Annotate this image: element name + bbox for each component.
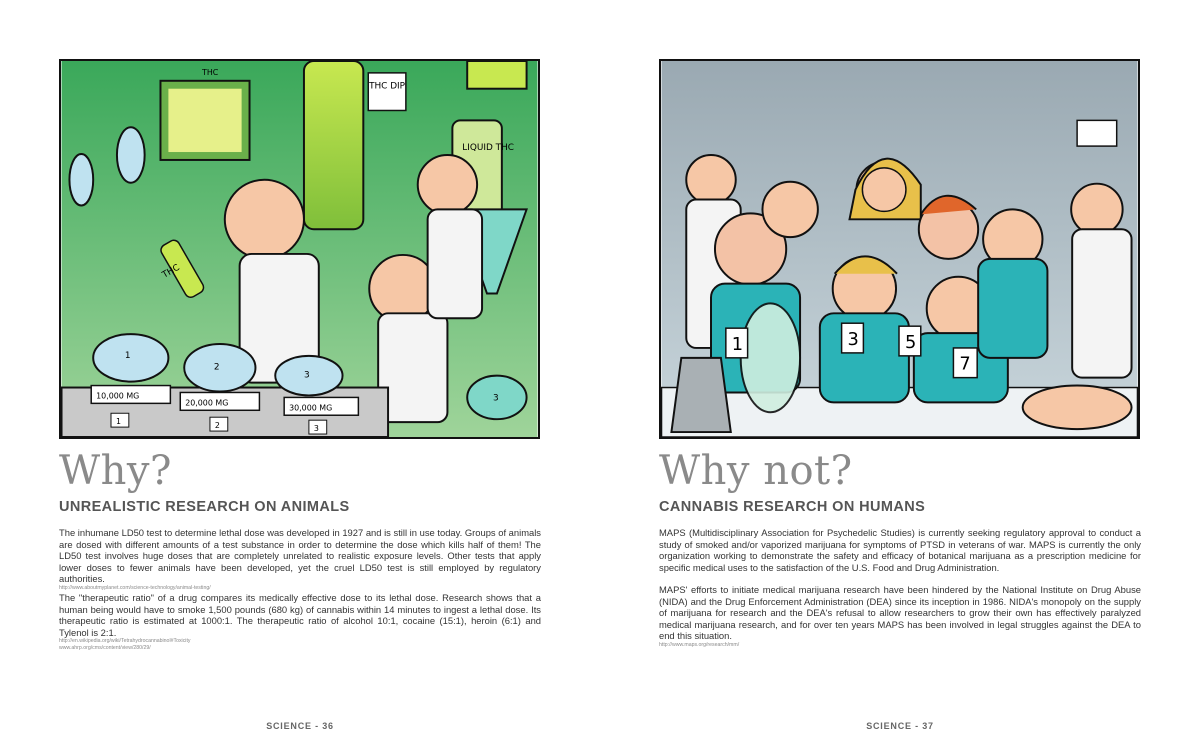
paragraph-text: The inhumane LD50 test to determine lethal dose was developed in 1927 and is still in use today. Groups of animals are dosed with different amounts of a test substance in order to determine the dose which kills half of them! The LD50 test involves huge doses that are completely unrelated to realistic exposure levels. Other tests that apply lower doses to fewer animals have been developed, yet the cruel LD50 test is still employed by regulatory authorities.	[59, 527, 541, 584]
source-link[interactable]: http://en.wikipedia.org/wiki/Tetrahydrocannabinol#Toxicity	[59, 638, 191, 644]
lab-animals-illustration	[59, 59, 540, 439]
illus-label-30000mg: 30,000 MG	[289, 403, 333, 413]
illus-badge-5: 5	[904, 331, 917, 353]
right-page	[600, 0, 1200, 750]
illus-label-thc-dip-1: THC DIP	[369, 81, 406, 92]
paragraph-text: The "therapeutic ratio" of a drug compares its medically effective dose to its lethal dose. Research shows that a human being would have to smoke 1,500 pounds (680 kg) of cannabis within 14 minutes to ingest a lethal dose. Its therapeutic ratio is estimated at 1000:1. The therapeutic ratio of alcohol 10:1, cocaine (15:1), heroin (6:1) and Tylenol is 2:1.	[59, 592, 541, 638]
illus-badge-1: 1	[731, 333, 744, 355]
paragraph-therapeutic-ratio	[59, 592, 541, 652]
illus-label-thc-top: THC	[202, 67, 219, 77]
illus-label-tray-3: 3	[313, 424, 319, 434]
illus-label-rat-3: 3	[303, 370, 310, 381]
source-link[interactable]: www.ahrp.org/cms/content/view/280/29/	[59, 645, 151, 651]
illus-label-tray-1: 1	[115, 417, 121, 427]
illus-label-rat-4: 3	[492, 393, 499, 404]
illus-label-10000mg: 10,000 MG	[96, 391, 140, 401]
illus-label-tray-2: 2	[214, 421, 220, 431]
illus-label-liquid-thc: LIQUID THC	[462, 143, 514, 154]
page-title: Why not?	[659, 448, 853, 494]
illus-badge-7: 7	[959, 353, 971, 375]
paragraph-text: MAPS' efforts to initiate medical marijuana research have been hindered by the National Institute on Drug Abuse (NIDA) and the Drug Enforcement Administration (DEA) since its inception in 1986. NIDA's monopoly on the supply of marijuana for research and the DEA's refusal to allow researchers to grow their own has effectively paralyzed medical marijuana research, and for over ten years MAPS has been involved in legal struggles against the DEA to end this situation.	[659, 584, 1141, 641]
paragraph-maps-efforts	[659, 584, 1141, 649]
illus-badge-3: 3	[847, 328, 859, 350]
illus-label-20000mg: 20,000 MG	[185, 398, 229, 408]
illus-label-rat-2: 2	[213, 362, 220, 373]
page-footer: SCIENCE - 37	[866, 721, 934, 731]
source-link[interactable]: http://www.aboutmyplanet.com/science-technology/animal-testing/	[59, 584, 211, 591]
source-link[interactable]: http://www.maps.org/research/mm/	[659, 641, 740, 648]
section-subheading: CANNABIS RESEARCH ON HUMANS	[659, 499, 926, 515]
human-research-illustration	[659, 59, 1140, 439]
page-footer: SCIENCE - 36	[266, 721, 334, 731]
paragraph-ld50	[59, 527, 541, 592]
paragraph-maps-study	[659, 527, 1141, 573]
illus-label-rat-1: 1	[124, 350, 131, 361]
section-subheading: UNREALISTIC RESEARCH ON ANIMALS	[59, 499, 350, 515]
paragraph-text: MAPS (Multidisciplinary Association for Psychedelic Studies) is currently seeking regulatory approval to conduct a study of smoked and/or vaporized marijuana for symptoms of PTSD in veterans of war. MAPS is currently the only organization working to demonstrate the safety and efficacy of botanical marijuana as a prescription medicine for specific medical uses to the satisfaction of the U.S. Food and Drug Administration.	[659, 527, 1141, 573]
illus-label-thc-tube: THC	[160, 262, 182, 281]
page-title: Why?	[59, 448, 172, 494]
